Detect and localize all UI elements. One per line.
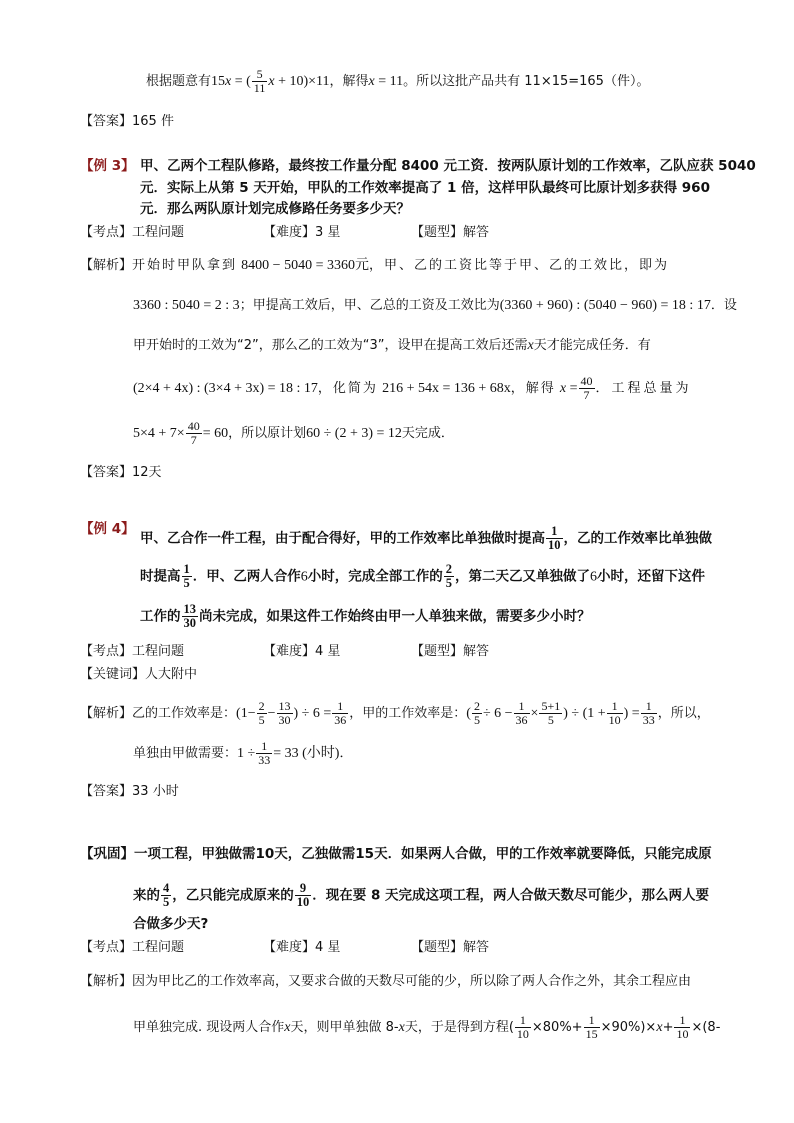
gg-question-line-1: 【巩固】一项工程，甲独做需10天，乙独做需15天．如果两人合做，甲的工作效率就要降低，只能完成原: [80, 846, 712, 862]
ex4-tag: 【例 4】: [80, 521, 135, 537]
gg-question-line-3: 合做多少天?: [133, 916, 209, 932]
ex3-solution-line-4: (2×4 + 4x) : (3×4 + 3x) = 18 : 17，化简为 216 + 54x = 136 + 68x，解得 x = $\frac{40}{7}$ ．工程总量为: [133, 374, 692, 402]
ex3-solution-line-3: 甲开始时的工效为“2”，那么乙的工效为“3”，设甲在提高工效后还需x天才能完成任务．有: [133, 338, 651, 353]
ex3-question-line-2: 元．实际上从第 5 天开始，甲队的工作效率提高了 1 倍，这样甲队最终可比原计划多获得 960: [140, 180, 710, 196]
frac-13-30: $\frac{13}{30}$: [183, 602, 196, 630]
ex4-question-line-1: 【例 4】 甲、乙合作一件工程，由于配合得好，甲的工作效率比单独做时提高 $\frac{1}{10}$ ，乙的工作效率比单独做: [80, 521, 712, 552]
frac-4-5: $\frac{4}{5}$: [163, 881, 170, 909]
intro-line: 根据题意有15x = ( $\frac{5}{11}$ x + 10)×11，解得x = 11。所以这批产品共有 11×15=165（件）。: [146, 67, 650, 95]
ex4-solution-line-2: 单独由甲做需要：1 ÷ $\frac{1}{33}$ = 33 (小时)．: [133, 739, 353, 767]
frac-5-11: $\frac{5}{11}$: [253, 67, 266, 95]
gg-solution-line-1: 【解析】因为甲比乙的工作效率高，又要求合做的天数尽可能的少，所以除了两人合作之外，其余工程应由: [80, 974, 692, 989]
ex4-question-line-3: 工作的 $\frac{13}{30}$ 尚未完成，如果这件工作始终由甲一人单独来做，需要多少小时？: [140, 602, 591, 630]
ex4-solution-line-1: 【解析】乙的工作效率是：(1− $\frac{2}{5}$ − $\frac{13}{30}$ ) ÷ 6 = $\frac{1}{36}$ ，甲的工作效率是：( $\frac{2}{5}$ ÷ 6 − $\frac{1}{36}$ × $\frac{5+1}{5}$ ) ÷ (1 + $\frac{1}{10}$ ) = $\frac{1}{33}$ ，所以，: [80, 699, 710, 727]
ex3-solution-line-5: 5×4 + 7× $\frac{40}{7}$ = 60，所以原计划60 ÷ (2 + 3) = 12天完成．: [133, 419, 454, 447]
gg-question-line-2: 来的 $\frac{4}{5}$ ，乙只能完成原来的 $\frac{9}{10}$ ．现在要 8 天完成这项工程，两人合做天数尽可能少，那么两人要: [133, 881, 710, 909]
ex3-question-line-3: 元．那么两队原计划完成修路任务要多少天？: [140, 201, 410, 217]
frac-1-5: $\frac{1}{5}$: [183, 562, 190, 590]
ex3-solution-line-2: 3360 : 5040 = 2 : 3；甲提高工效后，甲、乙总的工资及工效比为(3360 + 960) : (5040 − 960) = 18 : 17．设: [133, 298, 737, 313]
ex4-keywords: 【关键词】人大附中: [80, 667, 198, 682]
ex3-solution-line-1: 【解析】开始时甲队拿到 8400 − 5040 = 3360元，甲、乙的工资比等于甲、乙的工效比，即为: [80, 258, 669, 273]
gg-tag: 【巩固】: [80, 846, 134, 862]
ex4-question-line-2: 时提高 $\frac{1}{5}$ ．甲、乙两人合作6小时，完成全部工作的 $\frac{2}{5}$ ，第二天乙又单独做了6小时，还留下这件: [140, 562, 705, 590]
ex4-meta: 【考点】工程问题 【难度】4 星 【题型】解答: [80, 644, 490, 659]
gg-meta: 【考点】工程问题 【难度】4 星 【题型】解答: [80, 940, 490, 955]
ex4-answer: 【答案】33 小时: [80, 784, 179, 799]
gg-solution-line-2: 甲单独完成. 现设两人合作x天，则甲单独做 8-x天，于是得到方程( $\frac{1}{10}$ ×80%+ $\frac{1}{15}$ ×90%)×x+ $\frac{1}{10}$ ×(8-: [133, 1013, 721, 1041]
frac-1-10: $\frac{1}{10}$: [548, 524, 561, 552]
frac-2-5: $\frac{2}{5}$: [445, 562, 452, 590]
ex3-meta: 【考点】工程问题 【难度】3 星 【题型】解答: [80, 225, 490, 240]
intro-answer: 【答案】165 件: [80, 114, 174, 129]
frac-9-10: $\frac{9}{10}$: [296, 881, 310, 909]
ex3-answer: 【答案】12天: [80, 465, 162, 480]
frac-40-7: $\frac{40}{7}$: [580, 374, 593, 402]
frac-40-7-b: $\frac{40}{7}$: [187, 419, 200, 447]
ex3-question-line-1: 【例 3】 甲、乙两个工程队修路，最终按工作量分配 8400 元工资．按两队原计划的工作效率，乙队应获 5040: [80, 158, 756, 174]
ex3-tag: 【例 3】: [80, 158, 135, 174]
